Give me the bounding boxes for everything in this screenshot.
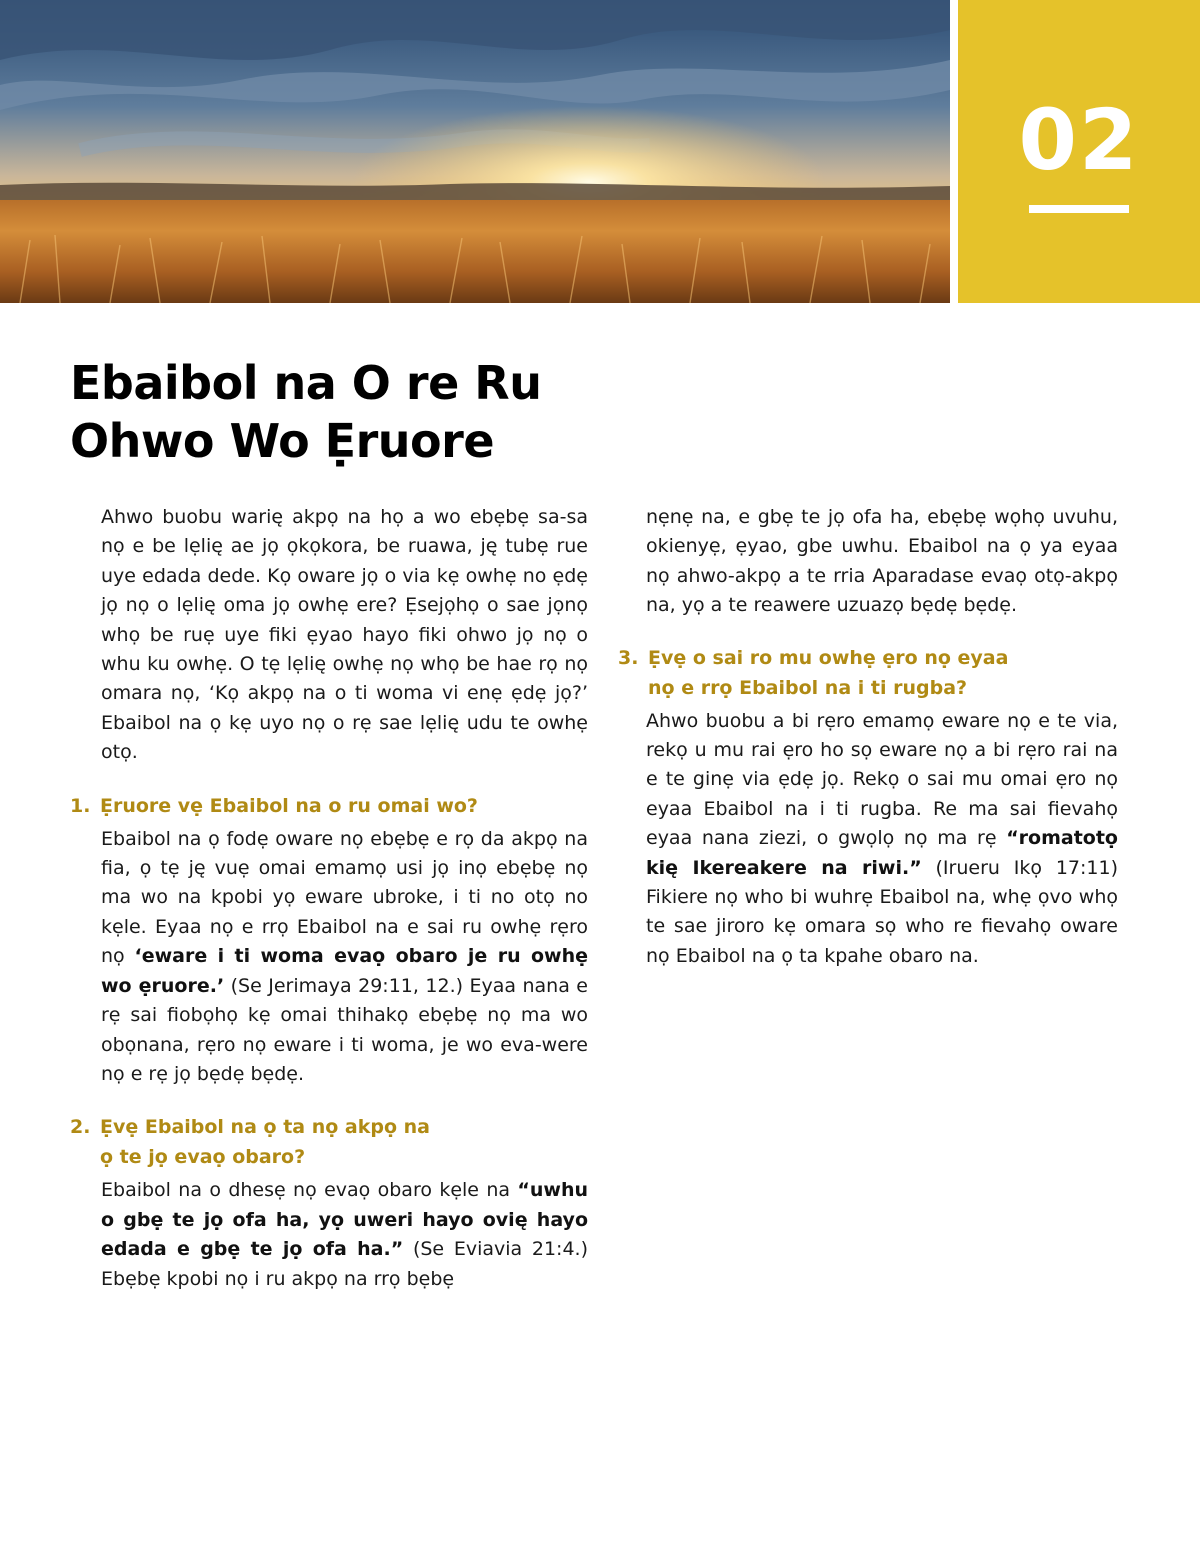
question-1-number: 1.	[70, 794, 91, 817]
answer-3-text-b: (Irueru Ikọ 17:11) Fikiere nọ who bi wuhrẹ Ebaibol na, whẹ ọvo whọ te sae jiroro kẹ omara sọ who re fievahọ oware nọ Ebaibol na ọ ta kpahe obaro na.	[646, 856, 1118, 967]
answer-1-paragraph	[70, 825, 588, 1090]
question-3-line1: Ẹvẹ o sai ro mu owhẹ ẹro nọ eyaa	[648, 646, 1009, 669]
lesson-number: 02	[1018, 91, 1140, 189]
question-1-text: Ẹruore vẹ Ebaibol na o ru omai wo?	[100, 794, 478, 817]
answer-3-text-a: Ahwo buobu a bi rẹro emamọ eware nọ e te via, rekọ u mu rai ẹro ho sọ eware nọ a bi rẹro rai na e te ginẹ via ẹdẹ jọ. Rekọ o sai mu omai ẹro nọ eyaa Ebaibol na i ti rugba. Re ma sai fievahọ eyaa nana ziezi, o gwọlọ nọ ma rẹ	[646, 709, 1118, 850]
page-title	[70, 354, 630, 470]
answer-2-paragraph	[70, 1176, 588, 1294]
answer-2-text-a: Ebaibol na o dhesẹ nọ evaọ obaro kẹle na	[101, 1179, 518, 1202]
question-2-line1: Ẹvẹ Ebaibol na ọ ta nọ akpọ na	[100, 1116, 430, 1139]
intro-paragraph: Ahwo buobu warię akpọ na họ a wo ebẹbẹ sa-sa nọ e be lẹlię ae jọ ọkọkora, be ruawa, ję tubẹ rue uye edada dede. Kọ oware jọ o via kẹ owhẹ no ẹdẹ jọ nọ o lẹlię oma jọ owhẹ ere? Ẹsejọhọ o sae jọnọ whọ be ruẹ uye fiki ẹyao hayo fiki ohwo jọ nọ o whu ku owhẹ. O tẹ lẹlię owhẹ nọ whọ be hae rọ nọ omara nọ, ‘Kọ akpọ na o ti woma vi enẹ ẹdẹ jọ?’ Ebaibol na ọ kẹ uyo nọ o rẹ sae lẹlię udu te owhẹ otọ.	[101, 506, 588, 764]
page-title-line1: Ebaibol na O re Ru	[70, 356, 542, 410]
answer-1-text-b: (Se Jerimaya 29:11, 12.) Eyaa nana e rẹ sai fiobọhọ kẹ omai thihakọ ebẹbẹ nọ ma wo obọnana, rẹro nọ eware i ti woma, je wo eva-were nọ e rẹ jọ bẹdẹ bẹdẹ.	[101, 974, 588, 1085]
answer-3-emphasis: “romatotọ kię Ikereakere na riwi.”	[646, 827, 1118, 879]
lesson-number-underline	[1029, 205, 1129, 213]
right-column	[618, 503, 1118, 971]
question-3-number: 3.	[618, 646, 639, 669]
left-column	[70, 503, 588, 1294]
answer-2-continued: nẹnẹ na, e gbẹ te jọ ofa ha, ebẹbẹ wọhọ uvuhu, okienyẹ, ẹyao, gbe uwhu. Ebaibol na ọ ya eyaa nọ ahwo-akpọ a te rria Aparadase evaọ otọ-akpọ na, yọ a te reawere uzuazọ bẹdẹ bẹdẹ.	[646, 506, 1118, 617]
question-1-heading	[70, 791, 588, 821]
question-2-heading	[70, 1112, 588, 1172]
answer-2-text-b: (Se Eviavia 21:4.) Ebẹbẹ kpobi nọ i ru akpọ na rrọ bẹbẹ	[101, 1238, 588, 1290]
answer-1-text-a: Ebaibol na ọ fodẹ oware nọ ebẹbẹ e rọ da akpọ na fia, ọ tẹ ję vuẹ omai emamọ usi jọ inọ ebẹbẹ nọ ma wo na kpobi yọ eware ubroke, i ti no otọ no kẹle. Eyaa nọ e rrọ Ebaibol na e sai ru owhẹ rẹro nọ	[101, 827, 588, 968]
question-2-line2: ọ te jọ evaọ obaro?	[100, 1146, 306, 1169]
lesson-number-box	[958, 0, 1200, 303]
question-3-heading	[618, 643, 1118, 703]
hero-image-wheat-field	[0, 0, 950, 303]
question-3-line2: nọ e rrọ Ebaibol na i ti rugba?	[648, 676, 968, 699]
answer-2-emphasis: “uwhu o gbẹ te jọ ofa ha, yọ uweri hayo ovię hayo edada e gbẹ te jọ ofa ha.”	[101, 1179, 588, 1261]
answer-3-paragraph	[618, 707, 1118, 972]
page-title-line2: Ohwo Wo Ẹruore	[70, 414, 495, 468]
question-2-number: 2.	[70, 1116, 91, 1139]
answer-1-emphasis: ‘eware i ti woma evaọ obaro je ru owhẹ wo ẹruore.’	[101, 945, 588, 997]
